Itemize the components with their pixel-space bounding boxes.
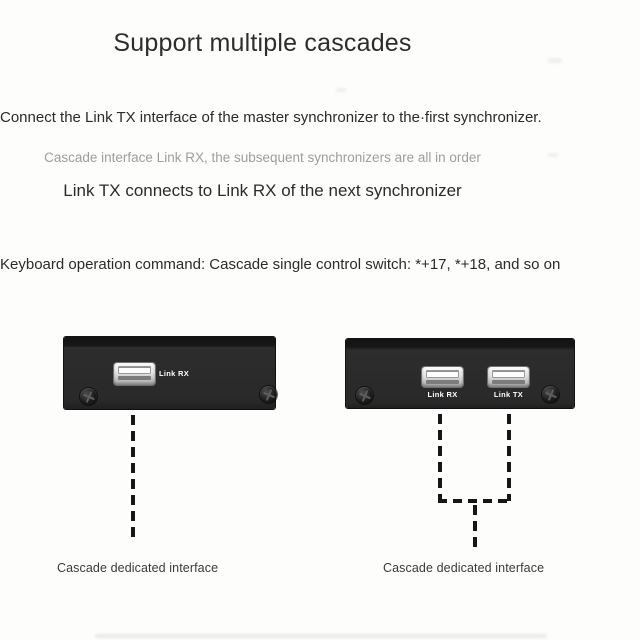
dashed-connector-right-rx <box>438 414 442 501</box>
page-title: Support multiple cascades <box>113 29 412 57</box>
caption-cascade-interface-left: Cascade dedicated interface <box>57 561 219 575</box>
usb-port-link-rx-icon <box>422 367 463 387</box>
usb-cavity-icon <box>118 376 151 380</box>
device-panel-right <box>346 339 574 408</box>
device-panel-left <box>64 337 275 409</box>
artifact-smudge <box>548 58 562 63</box>
screw-icon <box>260 386 277 403</box>
instruction-cascade-order: Cascade interface Link RX, the subsequent synchronizers are all in order <box>44 150 481 165</box>
artifact-smudge <box>95 634 547 638</box>
port-label-link-rx: Link RX <box>159 369 190 378</box>
dashed-connector-right-stem <box>473 505 477 547</box>
port-label-link-tx: Link TX <box>493 390 524 399</box>
dashed-connector-right-join <box>438 499 511 503</box>
artifact-smudge <box>548 153 558 157</box>
screw-icon <box>356 387 373 404</box>
port-label-link-rx: Link RX <box>427 390 458 399</box>
usb-slot-icon <box>426 370 459 378</box>
usb-port-link-rx-icon <box>114 363 155 385</box>
instruction-keyboard-command: Keyboard operation command: Cascade single control switch: *+17, *+18, and so on <box>0 256 561 273</box>
usb-cavity-icon <box>492 380 525 384</box>
screw-icon <box>80 388 97 405</box>
dashed-connector-left <box>131 415 135 537</box>
artifact-smudge <box>336 88 346 92</box>
usb-port-link-tx-icon <box>488 367 529 387</box>
screw-icon <box>542 386 559 403</box>
caption-cascade-interface-right: Cascade dedicated interface <box>383 561 545 575</box>
usb-cavity-icon <box>426 380 459 384</box>
instruction-link-tx: Link TX connects to Link RX of the next synchronizer <box>63 181 462 200</box>
usb-slot-icon <box>492 370 525 378</box>
instruction-connect: Connect the Link TX interface of the master synchronizer to the·first synchronizer. <box>0 109 542 126</box>
dashed-connector-right-tx <box>507 414 511 501</box>
usb-slot-icon <box>118 366 151 374</box>
